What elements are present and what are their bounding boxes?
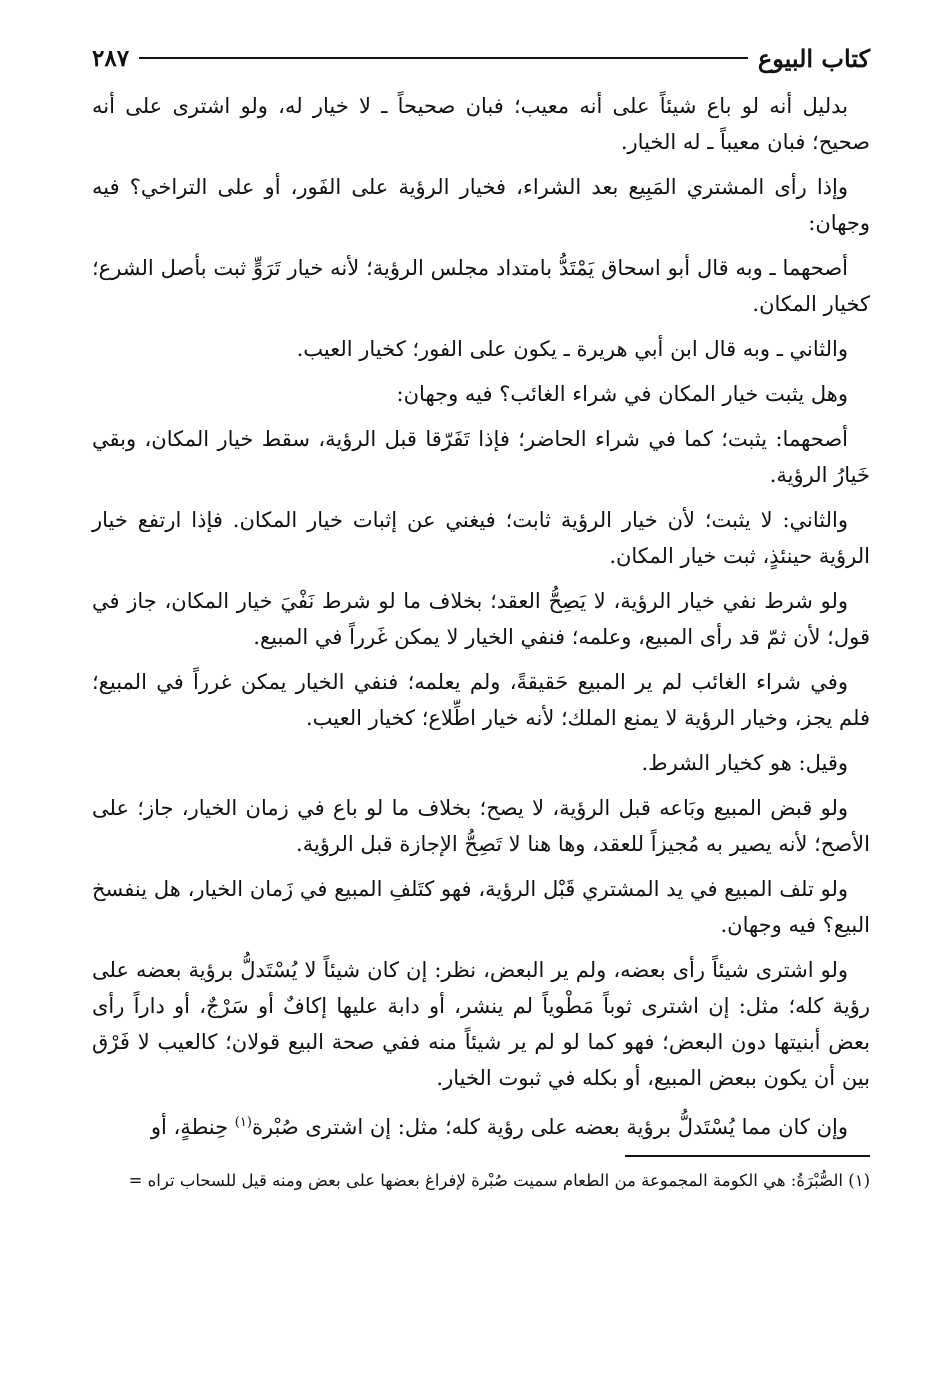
paragraph: ولو قبض المبيع وبَاعه قبل الرؤية، لا يصح؛ بخلاف ما لو باع في زمان الخيار، جاز؛ على الأصح؛ لأنه يصير به مُجيزاً للعقد، وها هنا لا تَصِحُّ الإجازة قبل الرؤية. bbox=[92, 796, 870, 856]
paragraph: ولو اشترى شيئاً رأى بعضه، ولم ير البعض، نظر: إن كان شيئاً لا يُسْتَدلُّ برؤية بعضه على رؤية كله؛ مثل: إن اشترى ثوباً مَطْوياً لم ينشر، أو دابة عليها إكافٌ أو سَرْجٌ، أو داراً رأى بعض أبنيتها دون البعض؛ فهو كما لو لم ير شيئاً منه ففي صحة البيع قولان؛ كالعيب لا فَرْق بين أن يكون ببعض المبيع، أو بكله في ثبوت الخيار. bbox=[92, 958, 870, 1090]
paragraph: وإذا رأى المشتري المَبِيع بعد الشراء، فخيار الرؤية على الفَور، أو على التراخي؟ فيه وجهان: bbox=[92, 175, 870, 235]
running-title: كتاب البيوع bbox=[757, 43, 870, 73]
header-rule bbox=[139, 57, 748, 59]
page-header bbox=[92, 38, 870, 78]
paragraph-last-tail: حِنطةٍ، أو bbox=[150, 1115, 235, 1139]
book-page bbox=[92, 38, 870, 1195]
paragraph: وفي شراء الغائب لم ير المبيع حَقيقةً، ولم يعلمه؛ فنفي الخيار يمكن غرراً في المبيع؛ فلم يجز، وخيار الرؤية لا يمنع الملك؛ لأنه خيار اطِّلاع؛ كخيار العيب. bbox=[92, 670, 870, 730]
paragraph: وهل يثبت خيار المكان في شراء الغائب؟ فيه وجهان: bbox=[396, 382, 848, 406]
paragraph: أصحهما ـ وبه قال أبو اسحاق يَمْتَدُّ بامتداد مجلس الرؤية؛ لأنه خيار تَرَوٍّ ثبت بأصل الشرع؛ كخيار المكان. bbox=[92, 256, 870, 316]
paragraph: والثاني ـ وبه قال ابن أبي هريرة ـ يكون على الفور؛ كخيار العيب. bbox=[296, 337, 848, 361]
paragraph-last bbox=[92, 1105, 870, 1145]
page-number: ٢٨٧ bbox=[92, 44, 130, 72]
footnote-marker: (١) bbox=[234, 1115, 252, 1130]
paragraph: والثاني: لا يثبت؛ لأن خيار الرؤية ثابت؛ فيغني عن إثبات خيار المكان. فإذا ارتفع خيار الرؤية حينئذٍ، ثبت خيار المكان. bbox=[92, 508, 870, 568]
footnote-rule bbox=[625, 1155, 870, 1157]
paragraph: ولو شرط نفي خيار الرؤية، لا يَصِحُّ العقد؛ بخلاف ما لو شرط نَفْيَ خيار المكان، جاز في قول؛ لأن ثمّ قد رأى المبيع، وعلمه؛ فنفي الخيار لا يمكن غَرراً في المبيع. bbox=[92, 589, 870, 649]
paragraph-last-text: وإن كان مما يُسْتَدلُّ برؤية بعضه على رؤية كله؛ مثل: إن اشترى صُبْرة bbox=[251, 1115, 848, 1139]
paragraph: وقيل: هو كخيار الشرط. bbox=[641, 751, 848, 775]
paragraph: بدليل أنه لو باع شيئاً على أنه معيب؛ فبان صحيحاً ـ لا خيار له، ولو اشترى على أنه صحيح؛ فبان معيباً ـ له الخيار. bbox=[92, 94, 870, 154]
paragraph: أصحهما: يثبت؛ كما في شراء الحاضر؛ فإذا تَفَرّقا قبل الرؤية، سقط خيار المكان، وبقي خَيارُ الرؤية. bbox=[92, 427, 870, 487]
page-body bbox=[92, 88, 870, 1145]
footnote: (١) الصُّبْرَةُ: هي الكومة المجموعة من الطعام سميت صُبْرة لإفراغ بعضها على بعض ومنه قيل للسحاب تراه = bbox=[128, 1171, 870, 1190]
paragraph: ولو تلف المبيع في يد المشتري قَبْل الرؤية، فهو كتَلفِ المبيع في زَمان الخيار، هل ينفسخ البيع؟ فيه وجهان. bbox=[92, 877, 870, 937]
